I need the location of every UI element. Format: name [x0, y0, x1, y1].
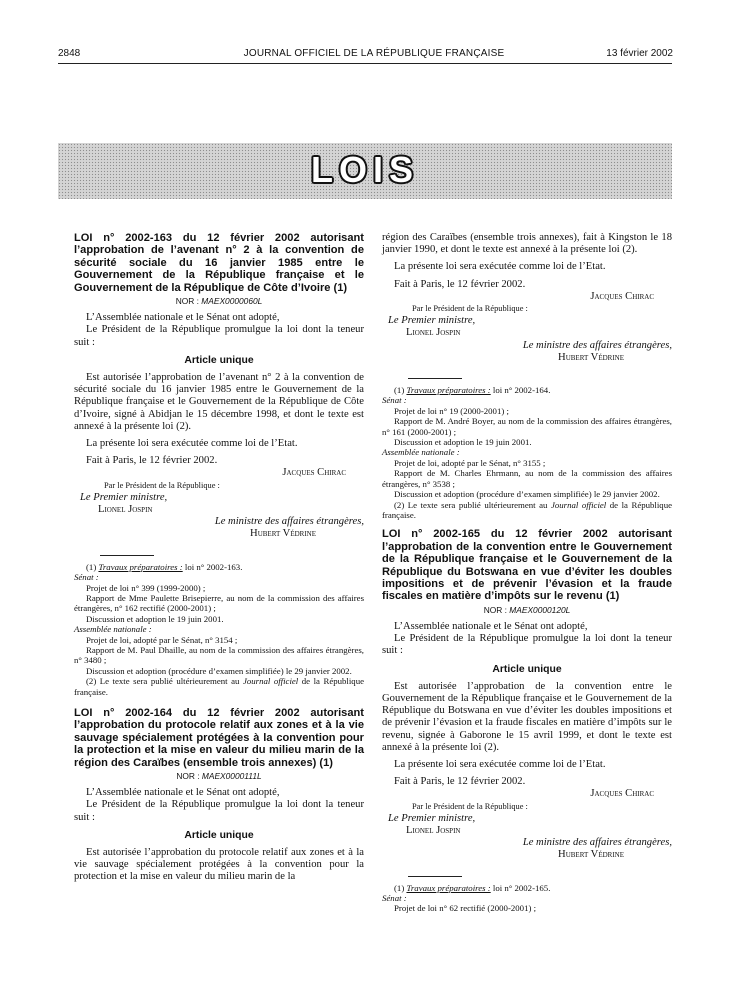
law-163-adopted: L’Assemblée nationale et le Sénat ont adopté, — [86, 312, 280, 324]
page-header — [0, 48, 748, 64]
law-163-ministre-name: Hubert Védrine — [250, 528, 316, 540]
law-164-nor: NOR : MAEX0000111L — [176, 771, 262, 781]
law-165-par-le-president: Par le Président de la République : — [412, 801, 528, 811]
footnote-rule — [100, 555, 154, 556]
law-164-article-text-cont: région des Caraïbes (ensemble trois annexes), fait à Kingston le 18 janvier 1990, et dont le texte est annexé à la présente loi (2). — [382, 232, 672, 256]
law-164-pm-name: Lionel Jospin — [406, 327, 461, 339]
law-164-par-le-president: Par le Président de la République : — [412, 304, 528, 314]
journal-title: JOURNAL OFFICIEL DE LA RÉPUBLIQUE FRANÇAISE — [243, 48, 505, 59]
law-164-promulgue: Le Président de la République promulgue la loi dont la teneur suit : — [74, 799, 364, 823]
law-165-signature-president: Jacques Chirac — [590, 788, 654, 800]
page-number: 2848 — [58, 48, 81, 59]
law-164-article-heading: Article unique — [184, 829, 254, 841]
issue-date: 13 février 2002 — [606, 48, 673, 59]
law-164-footnotes: (1) Travaux préparatoires : loi n° 2002-164. Sénat : Projet de loi n° 19 (2000-2001) ; Rapport de M. André Boyer, au nom de la commission des affaires étrangères, n° 161 (2000-2001) ; Discussion et adoption le 19 juin 2001. Assemblée nationale : Projet de loi, adopté par le Sénat, n° 3155 ; Rapport de M. Charles Ehrmann, au nom de la commission des affaires étrangères, n° 3538 ; Discussion et adoption (procédure d’examen simplifiée) le 29 janvier 2002. (2) Le texte sera publié ultérieurement au Journal officiel de la République française. — [382, 385, 673, 520]
law-165-fait: Fait à Paris, le 12 février 2002. — [394, 776, 526, 788]
law-163-article-heading: Article unique — [184, 354, 254, 366]
law-165-pm-name: Lionel Jospin — [406, 825, 461, 836]
law-164-article-text-start: Est autorisée l’approbation du protocole relatif aux zones et à la vie sauvage spécialement protégées à la convention pour la protection et la mise en valeur du milieu marin de la — [74, 847, 364, 883]
law-164-ministre-name: Hubert Védrine — [558, 351, 624, 363]
law-164-ministre: Le ministre des affaires étrangères, — [522, 339, 672, 351]
law-163-signature-president: Jacques Chirac — [282, 467, 346, 479]
law-165-ministre: Le ministre des affaires étrangères, — [522, 837, 672, 849]
law-165-nor: NOR : MAEX0000120L — [483, 604, 571, 615]
law-164-title: LOI n° 2002-164 du 12 février 2002 autorisant l’approbation du protocole relatif aux zones et à la vie sauvage spécialement protégées à la convention pour la protection et la mise en valeur du milieu marin de la région des Caraïbes (ensemble trois annexes) (1) — [74, 706, 364, 769]
law-164-fait: Fait à Paris, le 12 février 2002. — [394, 278, 526, 290]
law-164-adopted: L’Assemblée nationale et le Sénat ont adopté, — [86, 787, 280, 799]
law-165-footnotes: (1) Travaux préparatoires : loi n° 2002-165. Sénat : Projet de loi n° 62 rectifié (2000-2001) ; — [382, 882, 551, 914]
footnote-rule — [408, 876, 462, 877]
law-164-signature-president: Jacques Chirac — [590, 290, 654, 302]
section-banner — [58, 143, 672, 199]
law-163-par-le-president: Par le Président de la République : — [104, 480, 220, 490]
section-title: LOIS — [310, 149, 419, 190]
law-165-promulgue: Le Président de la République promulgue la loi dont la teneur suit : — [382, 633, 672, 657]
law-165-article-text: Est autorisée l’approbation de la convention entre le Gouvernement de la République française et le Gouvernement de la République du Botswana en vue d’éviter les doubles impositions et de prévenir l’évasion et la fraude fiscales en matière d’impôts sur le revenu, signée à Gaborone le 15 avril 1999, et dont le texte est annexé à la présente loi (2). — [382, 680, 672, 753]
law-163-nor: NOR : MAEX0000060L — [175, 296, 263, 307]
law-164-execution: La présente loi sera exécutée comme loi de l’Etat. — [394, 261, 606, 273]
left-column — [74, 232, 364, 884]
right-column — [382, 232, 672, 914]
footnote-rule — [408, 378, 462, 379]
law-163-premier-ministre: Le Premier ministre, — [80, 491, 168, 503]
law-163-footnotes: (1) Travaux préparatoires : loi n° 2002-163. Sénat : Projet de loi n° 399 (1999-2000) ; Rapport de Mme Paulette Brisepierre, au nom de la commission des affaires étrangères, n° 162 rectifié (2000-2001) ; Discussion et adoption le 19 juin 2001. Assemblée nationale : Projet de loi, adopté par le Sénat, n° 3154 ; Rapport de M. Paul Dhaille, au nom de la commission des affaires étrangères, n° 3480 ; Discussion et adoption (procédure d’examen simplifiée) le 29 janvier 2002. (2) Le texte sera publié ultérieurement au Journal officiel de la République française. — [74, 561, 365, 697]
law-163-pm-name: Lionel Jospin — [98, 504, 153, 516]
header-rule — [58, 63, 672, 64]
law-164-premier-ministre: Le Premier ministre, — [388, 315, 476, 327]
law-165-ministre-name: Hubert Védrine — [558, 849, 624, 861]
law-165-title: LOI n° 2002-165 du 12 février 2002 autorisant l’approbation de la convention entre le Gouvernement de la République française et le Gouvernement de la République du Botswana en vue d’éviter les doubles impositions et de prévenir l’évasion et la fraude fiscales en matière d’impôts sur le revenu (1) — [382, 528, 672, 603]
law-163-execution: La présente loi sera exécutée comme loi de l’Etat. — [86, 438, 298, 450]
law-163-fait: Fait à Paris, le 12 février 2002. — [86, 455, 218, 467]
law-163-title: LOI n° 2002-163 du 12 février 2002 autorisant l’approbation de l’avenant n° 2 à la convention de sécurité sociale du 16 janvier 1985 entre le Gouvernement de la République française et le Gouvernement de la République de Côte d’Ivoire (1) — [74, 232, 364, 294]
law-165-adopted: L’Assemblée nationale et le Sénat ont adopté, — [394, 620, 588, 632]
law-163-promulgue: Le Président de la République promulgue la loi dont la teneur suit : — [74, 324, 364, 348]
law-165-article-heading: Article unique — [492, 663, 562, 675]
law-163-ministre: Le ministre des affaires étrangères, — [214, 516, 364, 528]
law-163-article-text: Est autorisée l’approbation de l’avenant n° 2 à la convention de sécurité sociale du 16 janvier 1985 entre le Gouvernement de la République française et le Gouvernement de la République de Côte d’Ivoire, signé à Abidjan le 15 décembre 1998, et dont le texte est annexé à la présente loi (2). — [74, 372, 364, 432]
law-165-execution: La présente loi sera exécutée comme loi de l’Etat. — [394, 758, 606, 770]
law-165-premier-ministre: Le Premier ministre, — [388, 812, 476, 824]
